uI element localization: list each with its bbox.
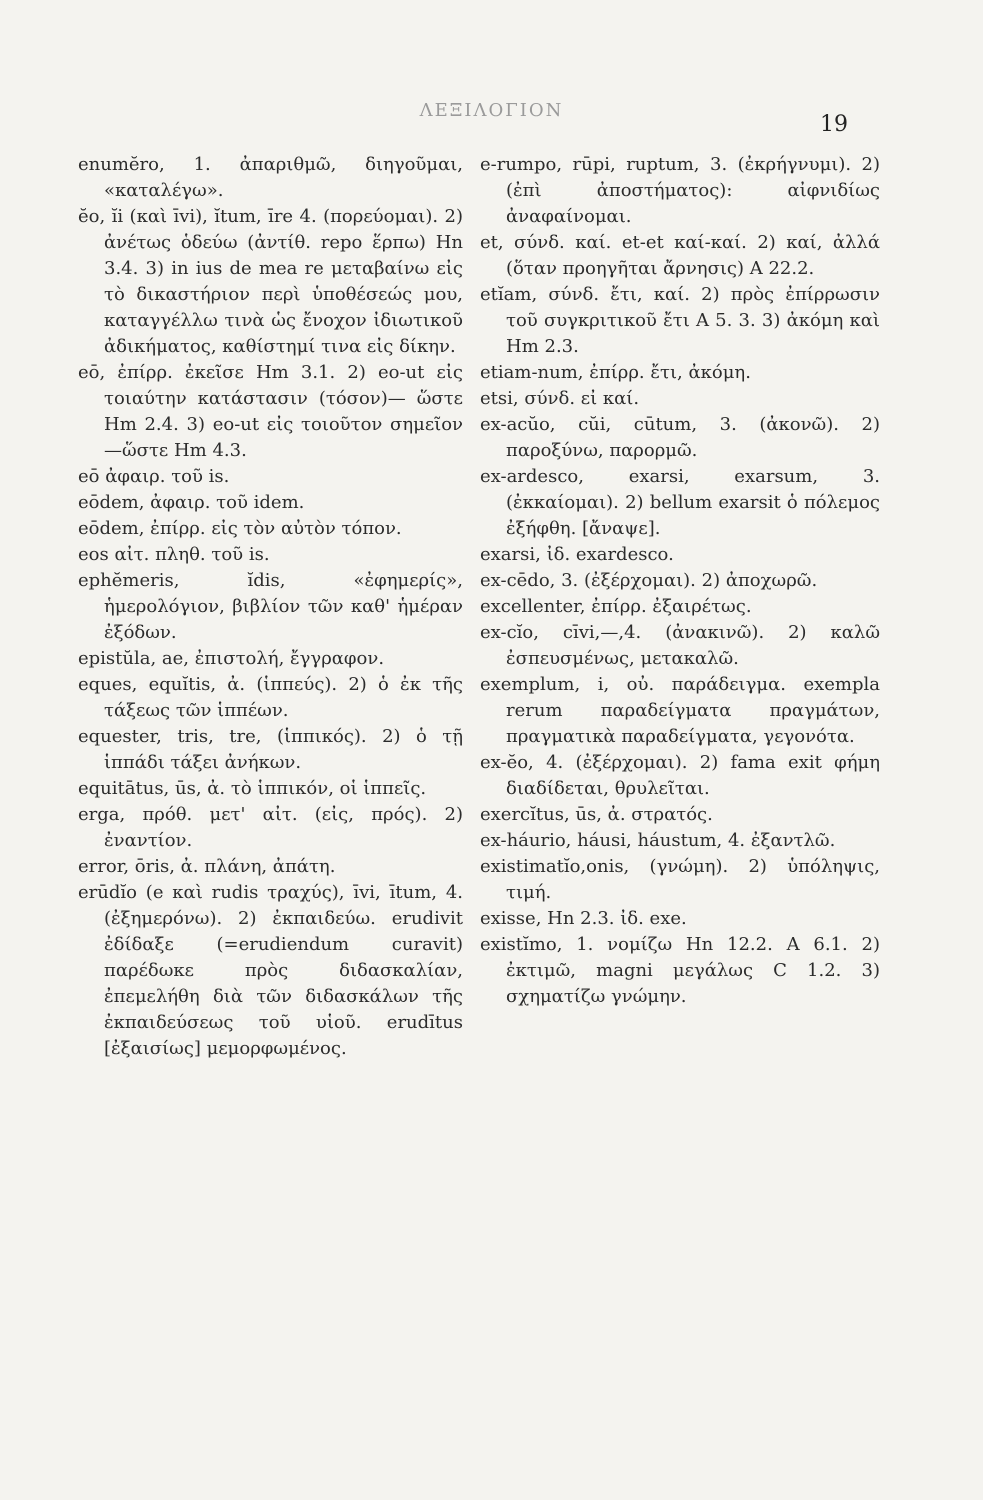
- dictionary-entry: ex-cēdo, 3. (ἐξέρχομαι). 2) ἀποχωρῶ.: [480, 570, 818, 591]
- dictionary-entry: equester, tris, tre, (ἱππικός). 2) ὁ τῇ ἱππάδι τάξει ἀνήκων.: [78, 726, 463, 773]
- dictionary-entry: etsi, σύνδ. εἰ καί.: [480, 388, 640, 409]
- dictionary-entry: et, σύνδ. καί. et-et καί-καί. 2) καί, ἀλλά (ὅταν προηγῆται ἄρνησις) A 22.2.: [480, 232, 880, 279]
- dictionary-entry: existimatĭo,onis, (γνώμη). 2) ὑπόληψις, τιμή.: [480, 856, 880, 903]
- dictionary-entry: etĭam, σύνδ. ἔτι, καί. 2) πρὸς ἐπίρρωσιν τοῦ συγκριτικοῦ ἔτι A 5. 3. 3) ἀκόμη καὶ Hm 2.3.: [480, 284, 880, 357]
- dictionary-entry: equitātus, ūs, ἀ. τὸ ἱππικόν, οἱ ἱππεῖς.: [78, 778, 427, 799]
- dictionary-entry: eos αἰτ. πληθ. τοῦ is.: [78, 544, 270, 565]
- dictionary-entry: ex-ardesco, exarsi, exarsum, 3. (ἐκκαίομαι). 2) bellum exarsit ὁ πόλεμος ἐξήφθη. [ἄναψε].: [480, 466, 880, 539]
- dictionary-entry: eōdem, ἐπίρρ. εἰς τὸν αὐτὸν τόπον.: [78, 518, 402, 539]
- dictionary-entry: ex-acŭo, cŭi, cūtum, 3. (ἀκονῶ). 2) παροξύνω, παρορμῶ.: [480, 414, 880, 461]
- dictionary-entry: etiam-num, ἐπίρρ. ἔτι, ἀκόμη.: [480, 362, 751, 383]
- dictionary-entry: ephĕmeris, ĭdis, «ἐφημερίς», ἡμερολόγιον, βιβλίον τῶν καθ' ἡμέραν ἐξόδων.: [78, 570, 463, 643]
- dictionary-entry: ex-ĕo, 4. (ἐξέρχομαι). 2) fama exit φήμη διαδίδεται, θρυλεῖται.: [480, 752, 880, 799]
- dictionary-entry: e-rumpo, rūpi, ruptum, 3. (ἐκρήγνυμι). 2) (ἐπὶ ἀποστήματος): αἰφνιδίως ἀναφαίνομαι.: [480, 154, 880, 227]
- right-column: [480, 152, 880, 1010]
- dictionary-entry: excellenter, ἐπίρρ. ἐξαιρέτως.: [480, 596, 752, 617]
- left-column: [78, 152, 463, 1062]
- dictionary-entry: erga, πρόθ. μετ' αἰτ. (εἰς, πρός). 2) ἐναντίον.: [78, 804, 463, 851]
- dictionary-entry: eōdem, ἀφαιρ. τοῦ idem.: [78, 492, 305, 513]
- dictionary-entry: epistŭla, ae, ἐπιστολή, ἔγγραφον.: [78, 648, 385, 669]
- dictionary-entry: enumĕro, 1. ἀπαριθμῶ, διηγοῦμαι, «καταλέγω».: [78, 154, 463, 201]
- dictionary-entry: exisse, Hn 2.3. ἰδ. exe.: [480, 908, 687, 929]
- dictionary-entry: eō ἀφαιρ. τοῦ is.: [78, 466, 230, 487]
- dictionary-entry: erūdĭo (e καὶ rudis τραχύς), īvi, ītum, 4. (ἐξημερόνω). 2) ἐκπαιδεύω. erudivit ἐδίδαξε (=erudiendum curavit) παρέδωκε πρὸς διδασκαλίαν, ἐπεμελήθη διὰ τῶν διδασκάλων τῆς ἐκπαιδεύσεως τοῦ υἱοῦ. erudītus [ἐξαισίως] μεμορφωμένος.: [78, 882, 463, 1059]
- dictionary-entry: eques, equĭtis, ἀ. (ἱππεύς). 2) ὁ ἐκ τῆς τάξεως τῶν ἱππέων.: [78, 674, 463, 721]
- dictionary-entry: exercĭtus, ūs, ἀ. στρατός.: [480, 804, 713, 825]
- page-number: 19: [820, 112, 848, 137]
- dictionary-entry: ĕo, ĭi (καὶ īvi), ĭtum, īre 4. (πορεύομαι). 2) ἀνέτως ὁδεύω (ἀντίθ. repo ἕρπω) Hn 3.4. 3) in ius de mea re μεταβαίνω εἰς τὸ δικαστήριον περὶ ὑποθέσεώς μου, καταγγέλλω τινὰ ὡς ἔνοχον ἰδιωτικοῦ ἀδικήματος, καθίστημί τινα εἰς δίκην.: [78, 206, 463, 357]
- dictionary-entry: existĭmo, 1. νομίζω Hn 12.2. A 6.1. 2) ἐκτιμῶ, magni μεγάλως C 1.2. 3) σχηματίζω γνώμην.: [480, 934, 880, 1007]
- dictionary-entry: eō, ἐπίρρ. ἐκεῖσε Hm 3.1. 2) eo-ut εἰς τοιαύτην κατάστασιν (τόσον)— ὥστε Hm 2.4. 3) eo-ut εἰς τοιοῦτον σημεῖον—ὥστε Hm 4.3.: [78, 362, 463, 461]
- dictionary-entry: error, ōris, ἀ. πλάνη, ἀπάτη.: [78, 856, 336, 877]
- dictionary-entry: ex-cĭo, cīvi,—,4. (ἀνακινῶ). 2) καλῶ ἐσπευσμένως, μετακαλῶ.: [480, 622, 880, 669]
- dictionary-entry: exemplum, i, οὐ. παράδειγμα. exempla rerum παραδείγματα πραγμάτων, πραγματικὰ παραδείγματα, γεγονότα.: [480, 674, 880, 747]
- dictionary-entry: ex-háurio, háusi, háustum, 4. ἐξαντλῶ.: [480, 830, 836, 851]
- running-head: ΛΕΞΙΛΟΓΙΟΝ: [419, 100, 564, 121]
- dictionary-entry: exarsi, ἰδ. exardesco.: [480, 544, 674, 565]
